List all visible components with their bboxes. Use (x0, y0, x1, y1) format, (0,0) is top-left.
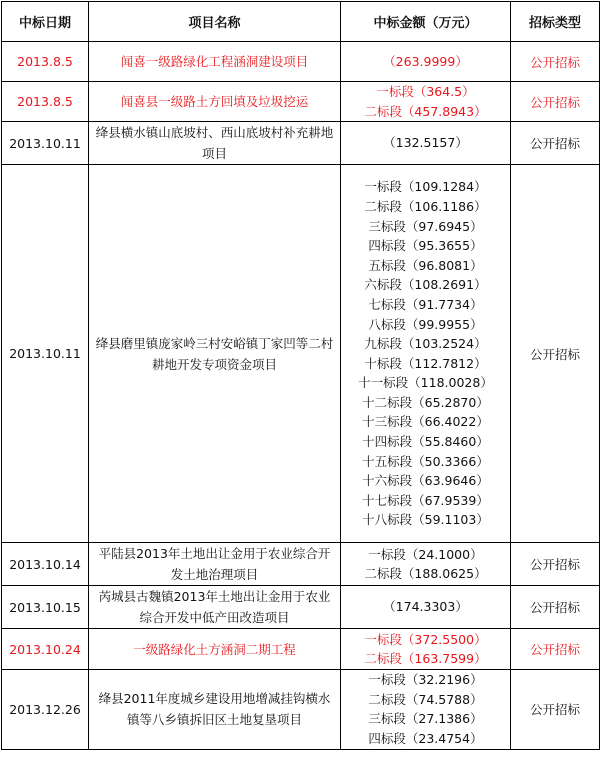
table-row (2, 82, 600, 122)
project-name-cell: 绛县横水镇山底坡村、西山底坡村补充耕地项目 (89, 122, 341, 165)
amount-cell (341, 670, 511, 749)
amount-line: 十四标段（55.8460） (362, 434, 489, 450)
date-cell: 2013.8.5 (2, 82, 89, 122)
amount-line: （174.3303） (383, 599, 468, 615)
date-cell: 2013.10.11 (2, 122, 89, 165)
table-row (2, 42, 600, 82)
amount-cell (341, 165, 511, 543)
amount-line: 十七标段（67.9539） (362, 492, 489, 508)
amount-cell (341, 42, 511, 82)
amount-line: 二标段（163.7599） (364, 651, 487, 667)
amount-line: 三标段（97.6945） (368, 218, 483, 234)
bid-type-cell: 公开招标 (511, 586, 600, 629)
project-name-cell: 绛县2011年度城乡建设用地增减挂钩横水镇等八乡镇拆旧区土地复垦项目 (89, 670, 341, 749)
amount-line: 四标段（95.3655） (368, 238, 483, 254)
amount-line: 一标段（364.5） (376, 84, 475, 99)
amount-line: 十六标段（63.9646） (362, 473, 489, 489)
amount-cell (341, 82, 511, 122)
amount-cell (341, 543, 511, 586)
bid-type-cell: 公开招标 (511, 629, 600, 670)
amount-line: 三标段（27.1386） (368, 711, 483, 727)
date-cell: 2013.10.11 (2, 165, 89, 543)
amount-line: 五标段（96.8081） (368, 257, 483, 273)
amount-line: 一标段（32.2196） (368, 672, 483, 688)
amount-line: 十标段（112.7812） (364, 355, 487, 371)
bid-type-cell: 公开招标 (511, 122, 600, 165)
amount-line: （132.5157） (383, 135, 468, 151)
date-cell: 2013.10.24 (2, 629, 89, 670)
amount-line: 二标段（74.5788） (368, 691, 483, 707)
table-row (2, 122, 600, 165)
amount-cell (341, 586, 511, 629)
amount-line: 六标段（108.2691） (364, 277, 487, 293)
header-project-name: 项目名称 (89, 2, 341, 42)
bid-type-cell: 公开招标 (511, 42, 600, 82)
amount-line: 七标段（91.7734） (368, 296, 483, 312)
project-name-cell: 平陆县2013年土地出让金用于农业综合开发土地治理项目 (89, 543, 341, 586)
project-name-cell: 闻喜县一级路土方回填及垃圾挖运 (89, 82, 341, 122)
amount-line: 一标段（24.1000） (368, 546, 483, 562)
table-row (2, 165, 600, 543)
date-cell: 2013.10.15 (2, 586, 89, 629)
date-cell: 2013.8.5 (2, 42, 89, 82)
amount-line: 十八标段（59.1103） (362, 512, 489, 528)
amount-line: 一标段（372.5500） (364, 631, 487, 647)
amount-line: 八标段（99.9955） (368, 316, 483, 332)
table-row (2, 586, 600, 629)
amount-line: 九标段（103.2524） (364, 336, 487, 352)
bid-type-cell: 公开招标 (511, 670, 600, 749)
amount-line: 二标段（457.8943） (364, 103, 487, 119)
project-name-cell: 一级路绿化土方涵洞二期工程 (89, 629, 341, 670)
amount-cell (341, 629, 511, 670)
amount-line: （263.9999） (383, 53, 468, 69)
table-body (2, 42, 600, 750)
table-row (2, 670, 600, 749)
project-name-cell: 闻喜一级路绿化工程涵洞建设项目 (89, 42, 341, 82)
header-amount: 中标金额（万元） (341, 2, 511, 42)
project-name-cell: 绛县磨里镇庞家岭三村安峪镇丁家凹等二村耕地开发专项资金项目 (89, 165, 341, 543)
table-row (2, 543, 600, 586)
project-name-cell: 芮城县古魏镇2013年土地出让金用于农业综合开发中低产田改造项目 (89, 586, 341, 629)
amount-line: 十一标段（118.0028） (358, 375, 493, 391)
bid-type-cell: 公开招标 (511, 82, 600, 122)
amount-line: 十三标段（66.4022） (362, 414, 489, 430)
amount-line: 二标段（106.1186） (364, 198, 487, 214)
header-row (2, 2, 600, 42)
date-cell: 2013.12.26 (2, 670, 89, 749)
date-cell: 2013.10.14 (2, 543, 89, 586)
amount-line: 一标段（109.1284） (364, 179, 487, 195)
amount-line: 二标段（188.0625） (364, 566, 487, 582)
bid-type-cell: 公开招标 (511, 165, 600, 543)
bid-type-cell: 公开招标 (511, 543, 600, 586)
amount-cell (341, 122, 511, 165)
header-bid-type: 招标类型 (511, 2, 600, 42)
bid-table (1, 1, 600, 750)
amount-line: 四标段（23.4754） (368, 730, 483, 746)
amount-line: 十五标段（50.3366） (362, 453, 489, 469)
header-date: 中标日期 (2, 2, 89, 42)
table-row (2, 629, 600, 670)
amount-line: 十二标段（65.2870） (362, 394, 489, 410)
